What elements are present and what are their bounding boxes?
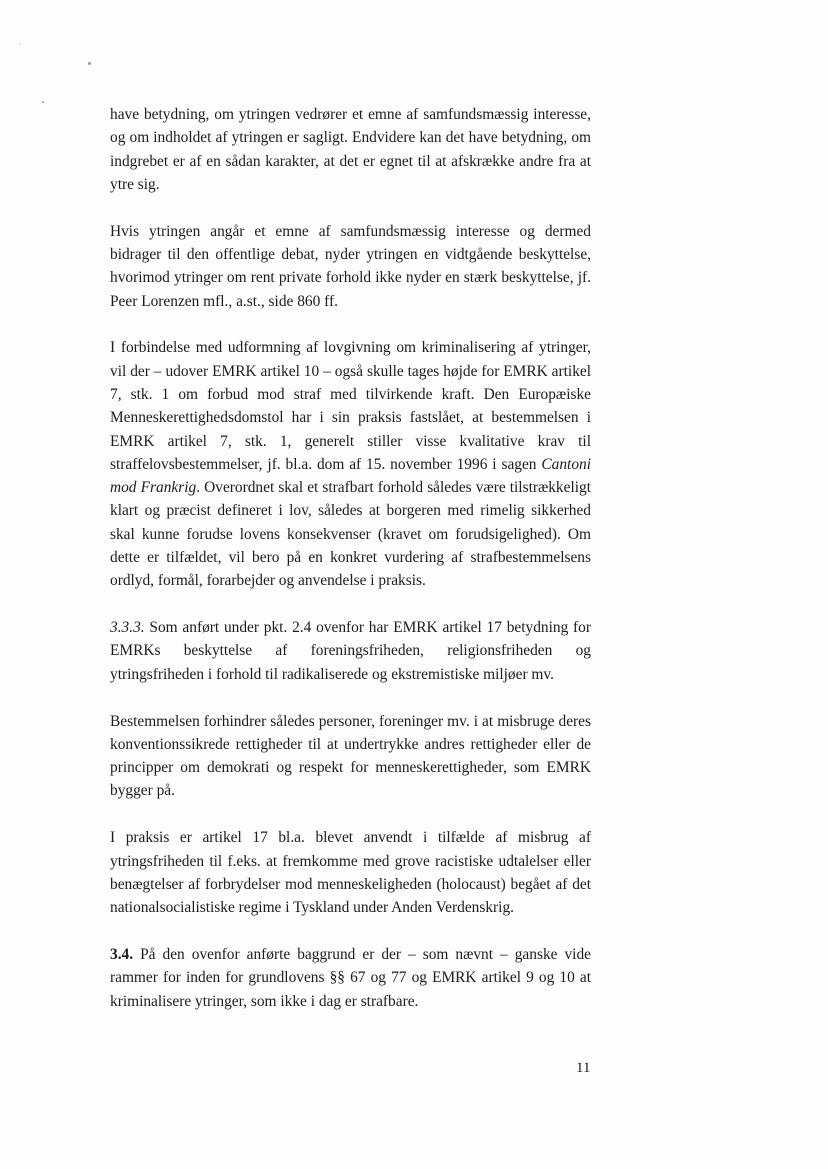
paragraph-text: have betydning, om ytringen vedrører et emne af samfundsmæssig interesse, og om indholdet af ytringen er sagligt. Endvidere kan det have betydning, om indgrebet er af en sådan karakter, at det er egnet til at afskrække andre fra at ytre sig.	[110, 106, 591, 193]
paragraph-text: Hvis ytringen angår et emne af samfundsmæssig interesse og dermed bidrager til den offentlige debat, nyder ytringen en vidtgående beskyttelse, hvorimod ytringer om rent private forhold ikke nyder en stærk beskyttelse, jf. Peer Lorenzen mfl., a.st., side 860 ff.	[110, 222, 591, 310]
paragraph-section-3-3-3	[110, 616, 591, 686]
paragraph-practice	[110, 826, 591, 919]
section-number: 3.3.3.	[110, 619, 145, 637]
paragraph-emrk-article-7	[110, 336, 591, 592]
paragraph-significance	[110, 103, 591, 196]
scan-speck	[19, 44, 20, 45]
case-name: Cantoni mod Frankrig	[110, 455, 591, 497]
section-number: 3.4.	[110, 945, 134, 963]
paragraph-misuse	[110, 710, 591, 803]
page-number: 11	[576, 1060, 591, 1076]
scan-speck	[88, 62, 91, 65]
paragraph-text: Som anført under pkt. 2.4 ovenfor har EMRK artikel 17 betydning for EMRKs beskyttelse af foreningsfriheden, religionsfriheden og ytringsfriheden i forhold til radikaliserede og ekstremistiske miljøer mv.	[110, 619, 591, 683]
paragraph-text: I praksis er artikel 17 bl.a. blevet anvendt i tilfælde af misbrug af ytringsfriheden til f.eks. at fremkomme med grove racistiske udtalelser eller benægtelser af forbrydelser mod menneskeligheden (holocaust) begået af det nationalsocialistiske regime i Tyskland under Anden Verdenskrig.	[110, 829, 591, 917]
paragraph-text: I forbindelse med udformning af lovgivning om kriminalisering af ytringer, vil der – udover EMRK artikel 10 – også skulle tages højde for EMRK artikel 7, stk. 1 om forbud mod straf med tilvirkende kraft. Den Europæiske Menneskerettighedsdomstol har i sin praksis fastslået, at bestemmelsen i EMRK artikel 7, stk. 1, generelt stiller visse kvalitative krav til straffelovsbestemmelser, jf. bl.a. dom af 15. november 1996 i sagen	[110, 339, 591, 473]
paragraph-public-interest	[110, 220, 591, 313]
paragraph-text: Bestemmelsen forhindrer således personer, foreninger mv. i at misbruge deres konventionssikrede rettigheder til at undertrykke andres rettigheder eller de principper om demokrati og respekt for menneskerettigheder, som EMRK bygger på.	[110, 712, 591, 800]
paragraph-text: På den ovenfor anførte baggrund er der – som nævnt – ganske vide rammer for inden for grundlovens §§ 67 og 77 og EMRK artikel 9 og 10 at kriminalisere ytringer, som ikke i dag er strafbare.	[110, 945, 591, 1010]
paragraph-section-3-4	[110, 943, 591, 1013]
paragraph-text: . Overordnet skal et strafbart forhold således være tilstrækkeligt klart og præcist defineret i lov, således at borgeren med rimelig sikkerhed skal kunne forudse lovens konsekvenser (kravet om forudsigelighed). Om dette er tilfældet, vil bero på en konkret vurdering af strafbestemmelsens ordlyd, formål, forarbejder og anvendelse i praksis.	[110, 479, 591, 590]
document-body	[110, 103, 591, 1013]
scan-speck	[42, 101, 44, 103]
